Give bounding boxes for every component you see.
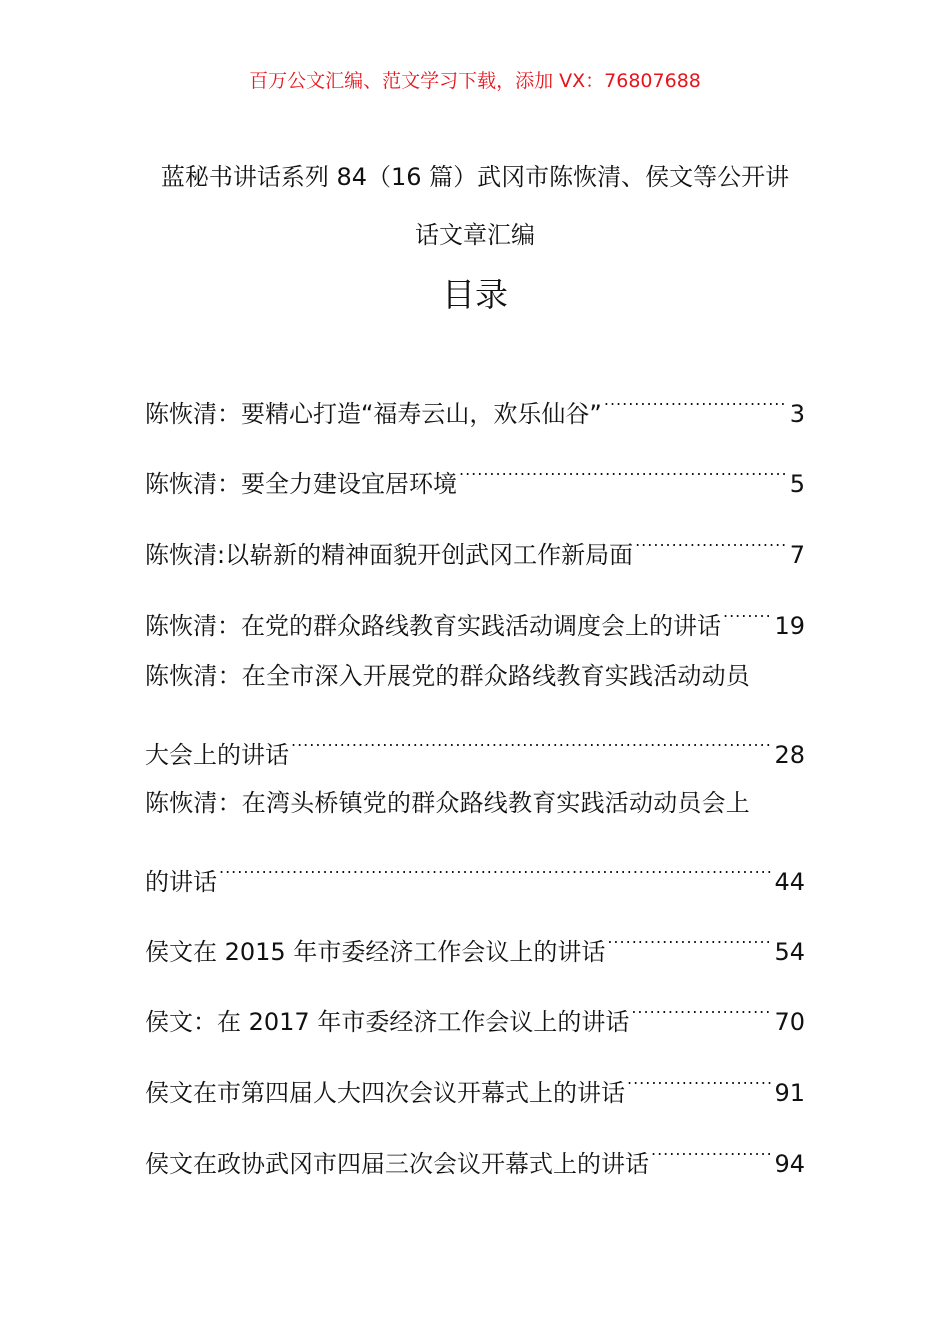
toc-entry[interactable] [145,576,805,640]
document-title-line-2: 话文章汇编 [415,221,535,249]
toc-entry-title-line-1: 陈恢清：在湾头桥镇党的群众路线教育实践活动动员会上 [145,789,750,817]
toc-entry-line [145,364,805,428]
toc-entry-title: 大会上的讲话 [145,741,289,769]
toc-entry-title: 陈恢清:以崭新的精神面貌开创武冈工作新局面 [145,541,634,569]
toc-entry-line [145,434,805,498]
toc-entry-page: 7 [789,541,805,569]
toc-entry-page: 19 [774,612,805,640]
dot-leader [627,1043,772,1101]
dot-leader [635,505,788,563]
toc-entry-line [145,902,805,966]
toc-entry-page: 44 [774,868,805,896]
toc-entry-title-line-1: 陈恢清：在全市深入开展党的群众路线教育实践活动动员 [145,662,750,690]
toc-entry-page: 70 [774,1008,805,1036]
document-title-line-1: 蓝秘书讲话系列 84（16 篇）武冈市陈恢清、侯文等公开讲 [160,163,790,191]
toc-entry-line [145,576,805,640]
dot-leader [631,972,772,1030]
toc-entry-page: 3 [789,400,805,428]
toc-entry-title: 陈恢清：在党的群众路线教育实践活动调度会上的讲话 [145,612,721,640]
promo-header-note: 百万公文汇编、范文学习下载，添加 VX：76807688 [249,70,701,92]
toc-entry[interactable] [145,1043,805,1107]
dot-leader [651,1114,772,1172]
toc-entry-page: 5 [789,470,805,498]
toc-entry[interactable] [145,364,805,428]
dot-leader [459,434,788,492]
toc-entry[interactable] [145,505,805,569]
dot-leader [219,832,772,890]
toc-heading: 目录 [442,275,508,314]
toc-entry-title: 侯文在市第四届人大四次会议开幕式上的讲话 [145,1079,625,1107]
toc-entry-line [145,972,805,1036]
toc-entry-title: 侯文在 2015 年市委经济工作会议上的讲话 [145,938,606,966]
document-title [145,148,805,264]
toc-entry[interactable] [145,434,805,498]
toc-entry[interactable] [145,774,805,896]
dot-leader [291,705,772,763]
toc-entry-title: 侯文：在 2017 年市委经济工作会议上的讲话 [145,1008,630,1036]
toc-entry-line [145,505,805,569]
toc-entry[interactable] [145,972,805,1036]
toc-entry-page: 94 [774,1150,805,1178]
toc-entry-title: 的讲话 [145,868,217,896]
toc-entry-line [145,1114,805,1178]
dot-leader [607,902,772,960]
dot-leader [723,576,772,634]
toc-entry-page: 28 [774,741,805,769]
toc-entry-line [145,832,805,896]
toc-entry-page: 91 [774,1079,805,1107]
toc-entry-line [145,705,805,769]
toc-entry[interactable] [145,902,805,966]
toc-entry-title: 侯文在政协武冈市四届三次会议开幕式上的讲话 [145,1150,649,1178]
toc-entry-line [145,1043,805,1107]
toc-entry-title: 陈恢清：要全力建设宜居环境 [145,470,457,498]
dot-leader [604,364,788,422]
toc-entry-title: 陈恢清：要精心打造“福寿云山，欢乐仙谷” [145,400,602,428]
toc-entry[interactable] [145,1114,805,1178]
toc-entry-page: 54 [774,938,805,966]
toc-entry[interactable] [145,647,805,769]
